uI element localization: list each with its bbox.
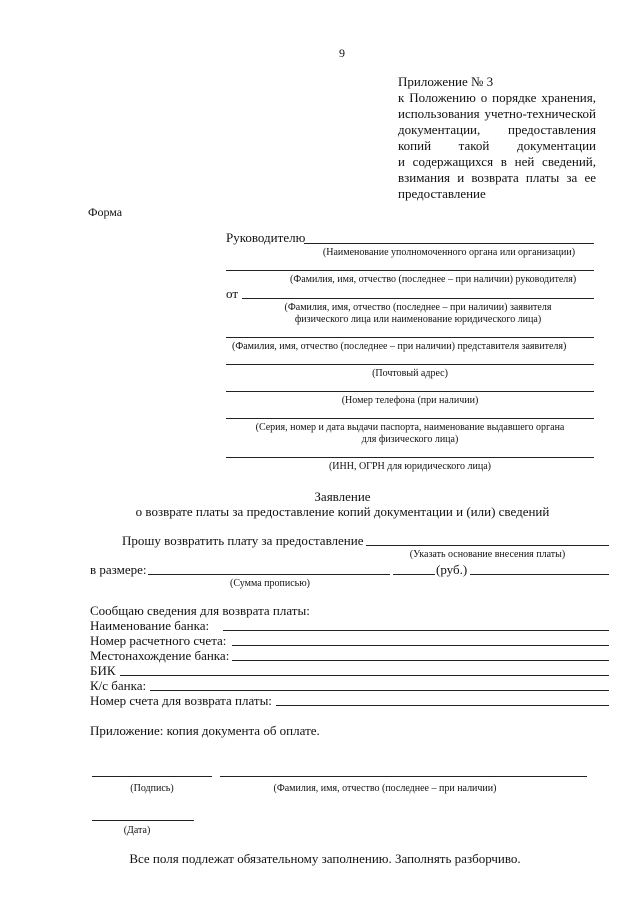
amount-field[interactable] bbox=[393, 574, 435, 575]
corr-account-field[interactable] bbox=[150, 690, 609, 691]
appendix-line: к Положению о порядке хранения, bbox=[398, 90, 596, 105]
postal-address-field[interactable] bbox=[226, 364, 594, 365]
amount-extra-field[interactable] bbox=[470, 574, 609, 575]
head-name-field[interactable] bbox=[226, 270, 594, 271]
inn-ogrn-hint: (ИНН, ОГРН для юридического лица) bbox=[328, 461, 492, 472]
passport-hint-line: для физического лица) bbox=[361, 434, 459, 445]
representative-hint: (Фамилия, имя, отчество (последнее – при наличии) представителя заявителя) bbox=[232, 341, 567, 352]
passport-hint-line: (Серия, номер и дата выдачи паспорта, наименование выдавшего органа bbox=[255, 422, 565, 433]
signer-name-hint: (Фамилия, имя, отчество (последнее – при наличии) bbox=[273, 783, 497, 794]
addressee-to-hint: (Наименование уполномоченного органа или организации) bbox=[322, 247, 576, 258]
refund-account-label: Номер счета для возврата платы: bbox=[90, 693, 272, 708]
bank-intro: Сообщаю сведения для возврата платы: bbox=[90, 603, 310, 618]
appendix-line: копий такой документации bbox=[398, 138, 596, 153]
inn-ogrn-field[interactable] bbox=[226, 457, 594, 458]
bik-field[interactable] bbox=[120, 675, 609, 676]
addressee-to-field[interactable] bbox=[304, 243, 594, 244]
signature-hint: (Подпись) bbox=[130, 783, 174, 794]
signature-field[interactable] bbox=[92, 776, 212, 777]
postal-address-hint: (Почтовый адрес) bbox=[372, 368, 448, 379]
date-hint: (Дата) bbox=[123, 825, 151, 836]
amount-label: в размере: bbox=[90, 562, 147, 577]
amount-words-field[interactable] bbox=[148, 574, 390, 575]
representative-field[interactable] bbox=[226, 337, 594, 338]
form-label: Форма bbox=[88, 205, 123, 219]
addressee-to-label: Руководителю bbox=[226, 230, 306, 245]
attachment-note: Приложение: копия документа об оплате. bbox=[90, 723, 320, 738]
phone-hint: (Номер телефона (при наличии) bbox=[341, 395, 479, 406]
statement-title: Заявление bbox=[314, 489, 371, 504]
page-number: 9 bbox=[339, 46, 345, 60]
appendix-line: взимания и возврата платы за ее bbox=[398, 170, 596, 185]
applicant-field[interactable] bbox=[242, 298, 594, 299]
bank-location-label: Местонахождение банка: bbox=[90, 648, 230, 663]
account-number-field[interactable] bbox=[232, 645, 609, 646]
amount-hint: (Сумма прописью) bbox=[230, 578, 310, 589]
account-number-label: Номер расчетного счета: bbox=[90, 633, 227, 648]
corr-account-label: К/с банка: bbox=[90, 678, 147, 693]
passport-hint bbox=[226, 422, 594, 446]
phone-field[interactable] bbox=[226, 391, 594, 392]
passport-field[interactable] bbox=[226, 418, 594, 419]
rub-label: (руб.) bbox=[436, 562, 468, 577]
from-label: от bbox=[226, 286, 239, 301]
applicant-hint-line: физического лица или наименование юридического лица) bbox=[294, 314, 542, 325]
appendix-line: предоставление bbox=[398, 186, 486, 201]
appendix-block bbox=[398, 74, 596, 202]
signer-name-field[interactable] bbox=[220, 776, 587, 777]
payment-basis-hint: (Указать основание внесения платы) bbox=[409, 549, 566, 560]
date-field[interactable] bbox=[92, 820, 194, 821]
bank-name-label: Наименование банка: bbox=[90, 618, 210, 633]
head-name-hint: (Фамилия, имя, отчество (последнее – при наличии) руководителя) bbox=[290, 274, 577, 285]
appendix-line: документации, предоставления bbox=[398, 122, 596, 137]
appendix-line: и содержащихся в ней сведений, bbox=[398, 154, 596, 169]
appendix-line: использования учетно-технической bbox=[398, 106, 596, 121]
applicant-hint-line: (Фамилия, имя, отчество (последнее – при наличии) заявителя bbox=[284, 302, 552, 313]
bik-label: БИК bbox=[90, 663, 116, 678]
request-text: Прошу возвратить плату за предоставление bbox=[122, 533, 364, 548]
applicant-hint bbox=[242, 302, 594, 326]
payment-basis-field[interactable] bbox=[366, 545, 609, 546]
bank-location-field[interactable] bbox=[232, 660, 609, 661]
refund-account-field[interactable] bbox=[276, 705, 609, 706]
bank-name-field[interactable] bbox=[223, 630, 609, 631]
appendix-title: Приложение № 3 bbox=[398, 74, 494, 89]
statement-subtitle: о возврате платы за предоставление копий документации и (или) сведений bbox=[135, 504, 550, 519]
footer-note: Все поля подлежат обязательному заполнению. Заполнять разборчиво. bbox=[129, 851, 521, 866]
